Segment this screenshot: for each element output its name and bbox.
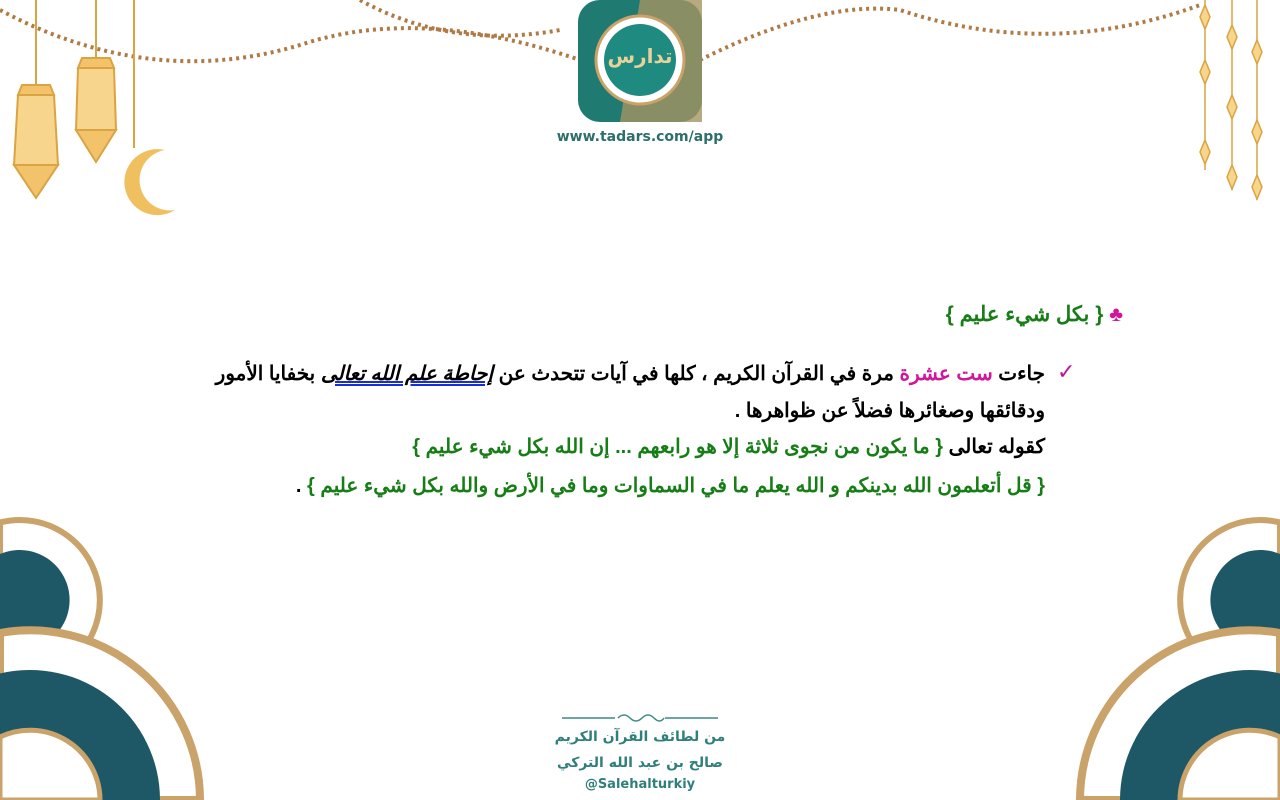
lantern-icon xyxy=(14,0,134,198)
text: بخفايا الأمور xyxy=(215,363,321,385)
text: مرة في القرآن الكريم ، كلها في آيات تتحدث عن xyxy=(493,363,900,385)
club-icon: ♣ xyxy=(1109,303,1123,326)
text: جاءت xyxy=(992,363,1045,385)
text: . xyxy=(295,475,308,497)
highlight-count: ست عشرة xyxy=(899,363,993,385)
paragraph-line-2: ودقائقها وصغائرها فضلاً عن ظواهرها . xyxy=(734,400,1045,422)
hanging-diamonds-icon xyxy=(1200,0,1262,200)
paragraph-line-4 xyxy=(296,473,1045,498)
footer-series: من لطائف القرآن الكريم xyxy=(554,729,726,745)
checkmark-icon: ✓ xyxy=(1057,360,1076,385)
logo-text: تدارس xyxy=(607,44,673,68)
app-url[interactable]: www.tadars.com/app xyxy=(556,129,724,145)
text: كقوله تعالى xyxy=(943,436,1045,458)
emphasis-link[interactable]: إحاطة علم الله تعالى xyxy=(320,363,494,385)
flower-ornament-left-icon xyxy=(0,520,200,800)
footer-author: صالح بن عبد الله التركي xyxy=(557,755,723,771)
footer-divider xyxy=(562,715,718,721)
slide-title-row xyxy=(946,302,1123,327)
paragraph-line-3 xyxy=(412,434,1045,459)
quran-verse: { ما يكون من نجوى ثلاثة إلا هو رابعهم ... إن الله بكل شيء عليم } xyxy=(412,436,944,458)
paragraph-line-1 xyxy=(216,361,1045,386)
footer-handle[interactable]: @Salehalturkiy xyxy=(584,777,696,792)
slide-title: { بكل شيء عليم } xyxy=(945,303,1104,326)
quran-verse: { قل أتعلمون الله بدينكم و الله يعلم ما في السماوات وما في الأرض والله بكل شيء عليم } xyxy=(307,475,1045,497)
flower-ornament-right-icon xyxy=(1080,520,1280,800)
crescent-moon-icon xyxy=(124,149,175,215)
